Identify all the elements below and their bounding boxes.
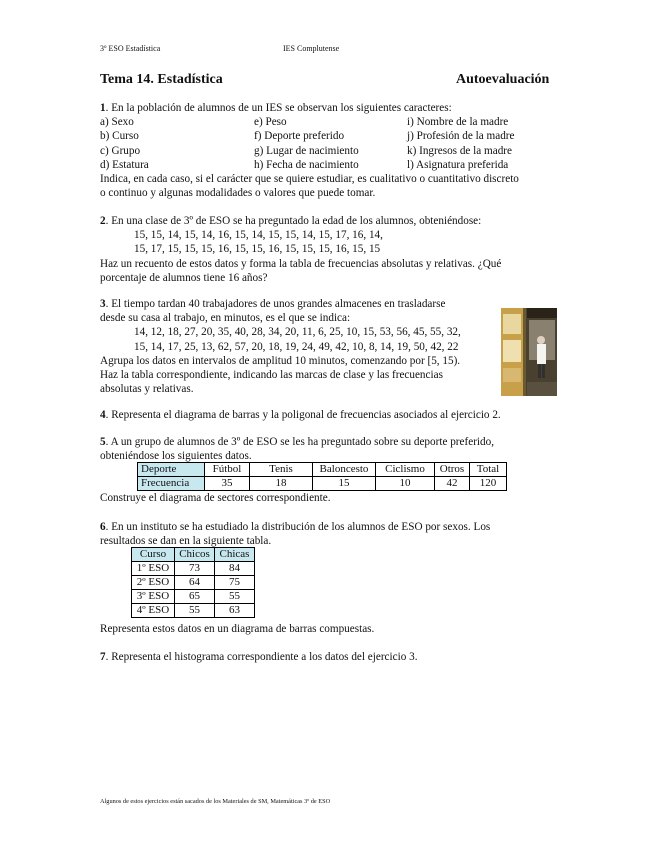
list-item: h) Fecha de nacimiento <box>254 158 359 171</box>
table-header-cell: Total <box>470 463 507 477</box>
data-line: 15, 15, 14, 15, 14, 16, 15, 14, 15, 15, 14, 15, 17, 16, 14, <box>134 229 383 242</box>
exercise-2 <box>100 214 555 285</box>
exercise-3 <box>100 297 555 396</box>
exercise-text: . En la población de alumnos de un IES se observan los siguientes caracteres: <box>105 102 452 114</box>
table-cell: 84 <box>215 562 255 576</box>
table-cell: 3º ESO <box>132 590 175 604</box>
table-cell: 120 <box>470 477 507 491</box>
table-row <box>132 562 255 576</box>
list-item: b) Curso <box>100 130 139 143</box>
data-line: 15, 14, 17, 25, 13, 62, 57, 20, 18, 19, 24, 49, 42, 10, 8, 14, 19, 50, 42, 22 <box>134 340 459 353</box>
subway-photo <box>501 308 557 396</box>
table-cell: 63 <box>215 604 255 618</box>
table-cell: 35 <box>205 477 250 491</box>
page-subtitle: Autoevaluación <box>456 72 550 87</box>
exercise-number: 6 <box>100 521 106 533</box>
students-table <box>131 547 255 618</box>
exercise-text: Agrupa los datos en intervalos de amplitud 10 minutos, comenzando por [5, 15). <box>100 354 461 367</box>
exercise-text: absolutas y relativas. <box>100 383 194 396</box>
table-row <box>138 477 507 491</box>
list-item: d) Estatura <box>100 158 149 171</box>
sports-table <box>137 462 507 491</box>
header-center: IES Complutense <box>283 44 340 53</box>
table-cell: Frecuencia <box>138 477 205 491</box>
exercise-text: . El tiempo tardan 40 trabajadores de unos grandes almacenes en trasladarse <box>105 298 446 310</box>
list-item: l) Asignatura preferida <box>407 158 509 171</box>
exercise-text: porcentaje de alumnos tiene 16 años? <box>100 271 268 284</box>
list-item: k) Ingresos de la madre <box>407 144 512 157</box>
list-item: a) Sexo <box>100 116 134 129</box>
table-cell: 65 <box>175 590 215 604</box>
exercise-1 <box>100 101 555 200</box>
exercise-number: 1 <box>100 102 106 114</box>
exercise-text: . Representa el histograma correspondiente a los datos del ejercicio 3. <box>105 651 418 663</box>
table-cell: 42 <box>435 477 470 491</box>
exercise-text: . En un instituto se ha estudiado la distribución de los alumnos de ESO por sexos. Los <box>105 521 491 533</box>
table-cell: 64 <box>175 576 215 590</box>
list-item: f) Deporte preferido <box>254 130 345 143</box>
exercise-text: resultados se dan en la siguiente tabla. <box>100 535 272 548</box>
exercise-text: Representa estos datos en un diagrama de barras compuestas. <box>100 623 375 635</box>
exercise-7 <box>100 650 555 664</box>
characters-list <box>100 115 555 172</box>
table-row <box>132 576 255 590</box>
table-header-cell: Baloncesto <box>313 463 376 477</box>
exercise-6-outro <box>100 622 555 636</box>
table-cell: 55 <box>215 590 255 604</box>
table-cell: 2º ESO <box>132 576 175 590</box>
list-item: j) Profesión de la madre <box>407 130 515 143</box>
exercise-text: Indica, en cada caso, si el carácter que se quiere estudiar, es cualitativo o cuantitativo discreto <box>100 173 519 185</box>
footer-note: Algunos de estos ejercicios están sacados de los Materiales de SM, Matemáticas 3º de ESO <box>100 798 331 805</box>
exercise-number: 4 <box>100 409 106 421</box>
data-line: 15, 17, 15, 15, 15, 16, 15, 15, 16, 15, 15, 15, 16, 15, 15 <box>134 243 381 256</box>
table-row <box>132 604 255 618</box>
table-cell: 4º ESO <box>132 604 175 618</box>
exercise-text: Haz un recuento de estos datos y forma la tabla de frecuencias absolutas y relativas. ¿Qué <box>100 257 502 270</box>
table-cell: 1º ESO <box>132 562 175 576</box>
table-row <box>132 548 255 562</box>
subway-photo-graphic <box>501 308 557 396</box>
exercise-text: . A un grupo de alumnos de 3º de ESO se les ha preguntado sobre su deporte preferido, <box>105 436 495 448</box>
exercise-number: 5 <box>100 436 106 448</box>
page-title: Tema 14. Estadística <box>100 72 223 87</box>
exercise-5 <box>100 435 555 463</box>
data-line: 14, 12, 18, 27, 20, 35, 40, 28, 34, 20, 11, 6, 25, 10, 15, 53, 56, 45, 55, 32, <box>134 326 461 339</box>
table-header-cell: Curso <box>132 548 175 562</box>
exercise-text: o continuo y algunas modalidades o valores que puede tomar. <box>100 187 376 200</box>
exercise-4 <box>100 408 555 422</box>
table-header-cell: Chicos <box>175 548 215 562</box>
exercise-5-outro <box>100 491 555 505</box>
characters-column-1 <box>100 115 149 172</box>
exercise-number: 2 <box>100 215 106 227</box>
table-cell: 75 <box>215 576 255 590</box>
table-cell: 73 <box>175 562 215 576</box>
exercise-text: desde su casa al trabajo, en minutos, es el que se indica: <box>100 312 351 325</box>
exercise-text: Haz la tabla correspondiente, indicando las marcas de clase y las frecuencias <box>100 369 443 382</box>
table-header-cell: Ciclismo <box>376 463 435 477</box>
exercise-6 <box>100 520 555 548</box>
table-row <box>138 463 507 477</box>
characters-column-3 <box>407 115 515 172</box>
table-header-cell: Chicas <box>215 548 255 562</box>
table-header-cell: Fútbol <box>205 463 250 477</box>
list-item: c) Grupo <box>100 144 141 157</box>
exercise-text: . En una clase de 3º de ESO se ha preguntado la edad de los alumnos, obteniéndose: <box>105 215 482 227</box>
characters-column-2 <box>254 115 359 172</box>
list-item: g) Lugar de nacimiento <box>254 144 359 157</box>
table-row <box>132 590 255 604</box>
exercise-text: . Representa el diagrama de barras y la poligonal de frecuencias asociados al ejercicio 2. <box>105 409 501 421</box>
exercise-text: obteniéndose los siguientes datos. <box>100 450 252 463</box>
table-header-cell: Otros <box>435 463 470 477</box>
table-header-cell: Tenis <box>250 463 313 477</box>
list-item: i) Nombre de la madre <box>407 116 509 129</box>
list-item: e) Peso <box>254 116 287 129</box>
table-cell: 15 <box>313 477 376 491</box>
exercise-number: 7 <box>100 651 106 663</box>
table-header-cell: Deporte <box>138 463 205 477</box>
header-left: 3º ESO Estadística <box>100 44 161 53</box>
table-cell: 55 <box>175 604 215 618</box>
table-cell: 10 <box>376 477 435 491</box>
exercise-number: 3 <box>100 298 106 310</box>
table-cell: 18 <box>250 477 313 491</box>
exercise-text: Construye el diagrama de sectores correspondiente. <box>100 492 331 504</box>
